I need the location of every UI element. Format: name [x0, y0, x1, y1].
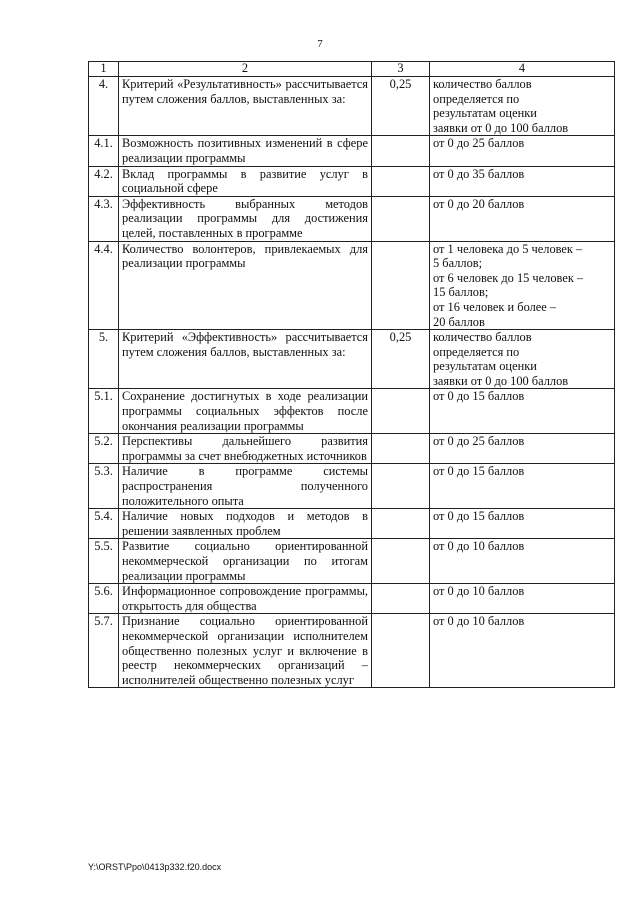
row-description: Информационное сопровождение программы, открытость для общества	[119, 584, 372, 614]
row-number: 4.2.	[89, 166, 119, 196]
row-weight	[372, 584, 430, 614]
row-points: от 0 до 15 баллов	[430, 464, 615, 509]
document-file-path: Y:\ORST\Ppo\0413p332.f20.docx	[88, 862, 222, 872]
row-number: 4.	[89, 77, 119, 136]
row-number: 5.6.	[89, 584, 119, 614]
row-description: Количество волонтеров, привлекаемых для реализации программы	[119, 241, 372, 330]
row-weight: 0,25	[372, 77, 430, 136]
row-weight	[372, 136, 430, 166]
page-number: 7	[317, 38, 323, 50]
row-description: Эффективность выбранных методов реализации программы для достижения целей, поставленных в программе	[119, 196, 372, 241]
row-number: 5.2.	[89, 434, 119, 464]
table-row	[89, 196, 615, 241]
column-header-3: 3	[372, 62, 430, 77]
row-description: Развитие социально ориентированной некоммерческой организации по итогам реализации программы	[119, 539, 372, 584]
row-weight	[372, 539, 430, 584]
row-weight	[372, 434, 430, 464]
row-number: 4.3.	[89, 196, 119, 241]
column-header-2: 2	[119, 62, 372, 77]
row-number: 5.	[89, 330, 119, 389]
row-points: от 1 человека до 5 человек – 5 баллов; от 6 человек до 15 человек – 15 баллов; от 16 человек и более – 20 баллов	[430, 241, 615, 330]
column-header-4: 4	[430, 62, 615, 77]
table-row	[89, 166, 615, 196]
row-weight	[372, 241, 430, 330]
table-row	[89, 539, 615, 584]
row-points: количество баллов определяется по результатам оценки заявки от 0 до 100 баллов	[430, 330, 615, 389]
table-row	[89, 584, 615, 614]
criteria-table	[88, 61, 615, 688]
row-weight	[372, 509, 430, 539]
row-number: 5.3.	[89, 464, 119, 509]
row-description: Вклад программы в развитие услуг в социальной сфере	[119, 166, 372, 196]
row-weight	[372, 389, 430, 434]
table-row	[89, 509, 615, 539]
row-number: 4.4.	[89, 241, 119, 330]
row-weight	[372, 166, 430, 196]
table-row	[89, 77, 615, 136]
row-points: от 0 до 25 баллов	[430, 136, 615, 166]
row-description: Критерий «Результативность» рассчитывается путем сложения баллов, выставленных за:	[119, 77, 372, 136]
row-weight: 0,25	[372, 330, 430, 389]
row-points: от 0 до 35 баллов	[430, 166, 615, 196]
row-description: Признание социально ориентированной некоммерческой организации исполнителем общественно полезных услуг и включение в реестр некоммерческих организаций – исполнителей общественно полезных услуг	[119, 614, 372, 688]
row-points: количество баллов определяется по результатам оценки заявки от 0 до 100 баллов	[430, 77, 615, 136]
row-number: 5.4.	[89, 509, 119, 539]
row-description: Наличие в программе системы распространения полученного положительного опыта	[119, 464, 372, 509]
row-description: Наличие новых подходов и методов в решении заявленных проблем	[119, 509, 372, 539]
row-description: Сохранение достигнутых в ходе реализации программы социальных эффектов после окончания реализации программы	[119, 389, 372, 434]
row-weight	[372, 464, 430, 509]
row-points: от 0 до 15 баллов	[430, 509, 615, 539]
row-points: от 0 до 25 баллов	[430, 434, 615, 464]
table-row	[89, 434, 615, 464]
table-row	[89, 241, 615, 330]
table-row	[89, 614, 615, 688]
row-description: Возможность позитивных изменений в сфере реализации программы	[119, 136, 372, 166]
table-header-row	[89, 62, 615, 77]
row-description: Критерий «Эффективность» рассчитывается путем сложения баллов, выставленных за:	[119, 330, 372, 389]
row-number: 5.1.	[89, 389, 119, 434]
row-points: от 0 до 20 баллов	[430, 196, 615, 241]
row-number: 4.1.	[89, 136, 119, 166]
row-weight	[372, 614, 430, 688]
row-points: от 0 до 15 баллов	[430, 389, 615, 434]
row-number: 5.7.	[89, 614, 119, 688]
column-header-1: 1	[89, 62, 119, 77]
row-points: от 0 до 10 баллов	[430, 584, 615, 614]
table-row	[89, 136, 615, 166]
table-row	[89, 330, 615, 389]
table-row	[89, 389, 615, 434]
row-weight	[372, 196, 430, 241]
row-number: 5.5.	[89, 539, 119, 584]
row-description: Перспективы дальнейшего развития программы за счет внебюджетных источников	[119, 434, 372, 464]
row-points: от 0 до 10 баллов	[430, 614, 615, 688]
table-row	[89, 464, 615, 509]
row-points: от 0 до 10 баллов	[430, 539, 615, 584]
